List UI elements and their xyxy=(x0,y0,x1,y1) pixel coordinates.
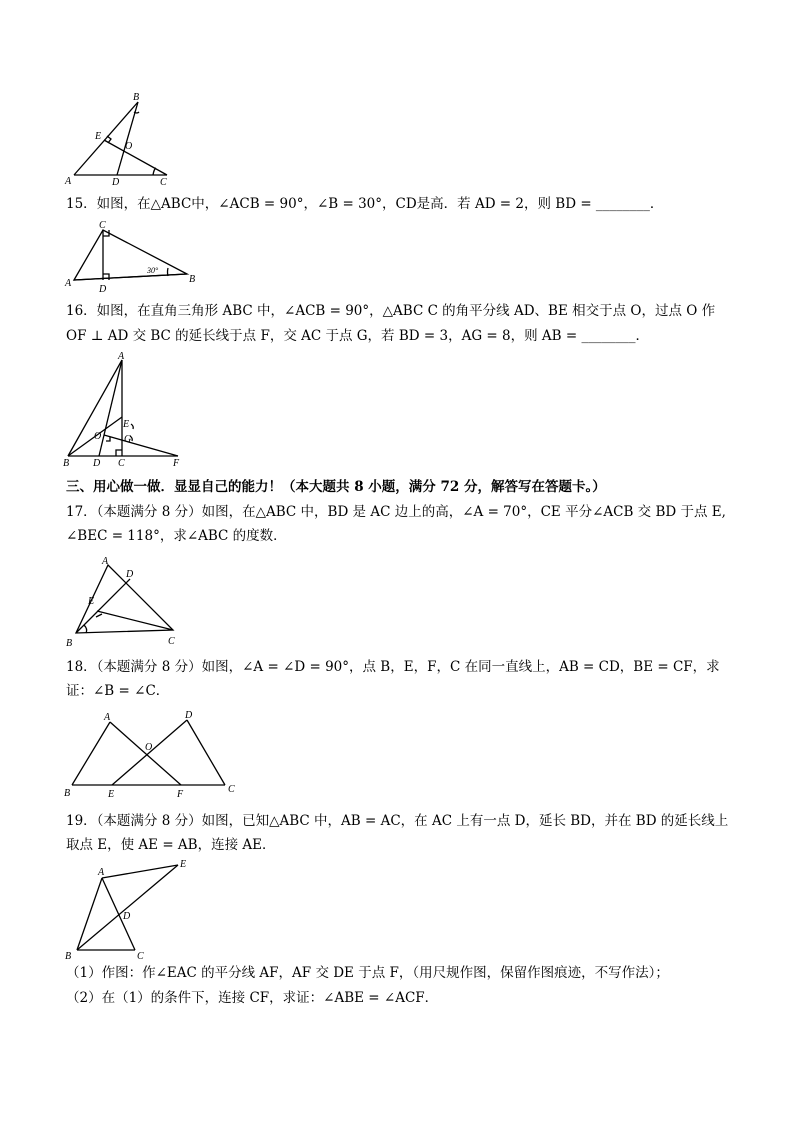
label-e: E xyxy=(180,859,187,870)
label-a: A xyxy=(65,176,72,187)
line-ec xyxy=(104,140,167,175)
figure-q17 xyxy=(60,555,190,650)
label-c: C xyxy=(137,951,144,962)
right-angle-mark-c xyxy=(116,450,122,456)
angle-arc-c xyxy=(153,168,156,175)
label-c: C xyxy=(228,784,235,795)
right-angle-mark-d xyxy=(103,274,109,280)
side-ab xyxy=(74,102,138,175)
question-18-line2: 证：∠B = ∠C． xyxy=(66,683,170,699)
angle-arc-b xyxy=(168,268,169,276)
label-c: C xyxy=(168,636,175,647)
question-17-line2: ∠BEC = 118°，求∠ABC 的度数． xyxy=(66,528,287,544)
label-f: F xyxy=(177,789,184,800)
figure-q19 xyxy=(60,858,200,963)
triangle-abc xyxy=(74,230,187,280)
angle-arc-b xyxy=(134,112,139,113)
figure-q16 xyxy=(60,350,190,470)
angle-arc-b xyxy=(84,625,87,633)
label-b: B xyxy=(65,951,72,962)
label-g: G xyxy=(124,434,132,445)
question-18-line1: 18．（本题满分 8 分）如图，∠A = ∠D = 90°，点 B，E，F，C 在同一直线上，AB = CD，BE = CF，求 xyxy=(66,659,720,675)
side-ab xyxy=(74,274,187,280)
label-o: O xyxy=(94,431,102,442)
label-f: F xyxy=(173,458,180,469)
question-19-sub1: （1）作图：作∠EAC 的平分线 AF，AF 交 DE 于点 F，（用尺规作图，保留作图痕迹，不写作法）； xyxy=(66,965,669,981)
label-d: D xyxy=(185,710,193,721)
side-ab xyxy=(72,722,110,785)
bisector-ce xyxy=(97,611,173,630)
label-a: A xyxy=(118,351,125,362)
label-o: O xyxy=(145,742,153,753)
label-angle-30: 30° xyxy=(147,266,159,275)
side-af xyxy=(110,722,181,785)
label-d: D xyxy=(99,284,107,295)
question-19-line1: 19．（本题满分 8 分）如图，已知△ABC 中，AB = AC，在 AC 上有一点 D，延长 BD，并在 BD 的延长线上 xyxy=(66,813,729,829)
label-e: E xyxy=(108,789,115,800)
label-a: A xyxy=(98,867,105,878)
label-b: B xyxy=(189,274,196,285)
label-b: B xyxy=(66,638,73,649)
label-e: E xyxy=(95,131,102,142)
figure-q18 xyxy=(60,708,250,800)
label-c: C xyxy=(160,177,167,188)
figure-q14 xyxy=(60,90,190,190)
side-dc xyxy=(187,720,225,785)
right-angle-mark-o xyxy=(106,437,110,441)
line-of xyxy=(104,435,178,456)
label-a: A xyxy=(104,712,111,723)
label-b: B xyxy=(63,458,70,469)
label-a: A xyxy=(65,278,72,289)
label-c: C xyxy=(118,458,125,469)
label-d: D xyxy=(126,569,134,580)
label-c: C xyxy=(99,220,106,231)
label-d: D xyxy=(123,911,131,922)
question-17-line1: 17．（本题满分 8 分）如图，在△ABC 中，BD 是 AC 边上的高，∠A = 70°，CE 平分∠ACB 交 BD 于点 E, xyxy=(66,504,726,520)
side-ae xyxy=(102,865,178,878)
angle-arc-e xyxy=(131,424,133,429)
question-19-line2: 取点 E，使 AE = AB，连接 AE． xyxy=(66,837,276,853)
label-e: E xyxy=(123,419,130,430)
question-16-line2: OF ⊥ AD 交 BC 的延长线于点 F，交 AC 于点 G，若 BD = 3，AG = 8，则 AB = ________． xyxy=(66,328,649,344)
section-3-title: 三、用心做一做．显显自己的能力！（本大题共 8 小题，满分 72 分，解答写在答题卡。） xyxy=(66,479,606,495)
question-19-sub2: （2）在（1）的条件下，连接 CF，求证：∠ABE = ∠ACF． xyxy=(66,990,439,1006)
question-15: 15．如图，在△ABC中，∠ACB = 90°，∠B = 30°，CD是高．若 AD = 2，则 BD = ________． xyxy=(66,196,664,212)
label-a: A xyxy=(102,556,109,567)
label-o: O xyxy=(125,141,133,152)
label-d: D xyxy=(112,177,120,188)
label-b: B xyxy=(133,92,140,103)
question-16-line1: 16．如图，在直角三角形 ABC 中，∠ACB = 90°，△ABC C 的角平分线 AD、BE 相交于点 O，过点 O 作 xyxy=(66,303,716,319)
label-e: E xyxy=(88,596,95,607)
tick-mark-e xyxy=(96,614,102,617)
figure-q15 xyxy=(60,218,210,294)
label-b: B xyxy=(64,788,71,799)
label-d: D xyxy=(93,458,101,469)
